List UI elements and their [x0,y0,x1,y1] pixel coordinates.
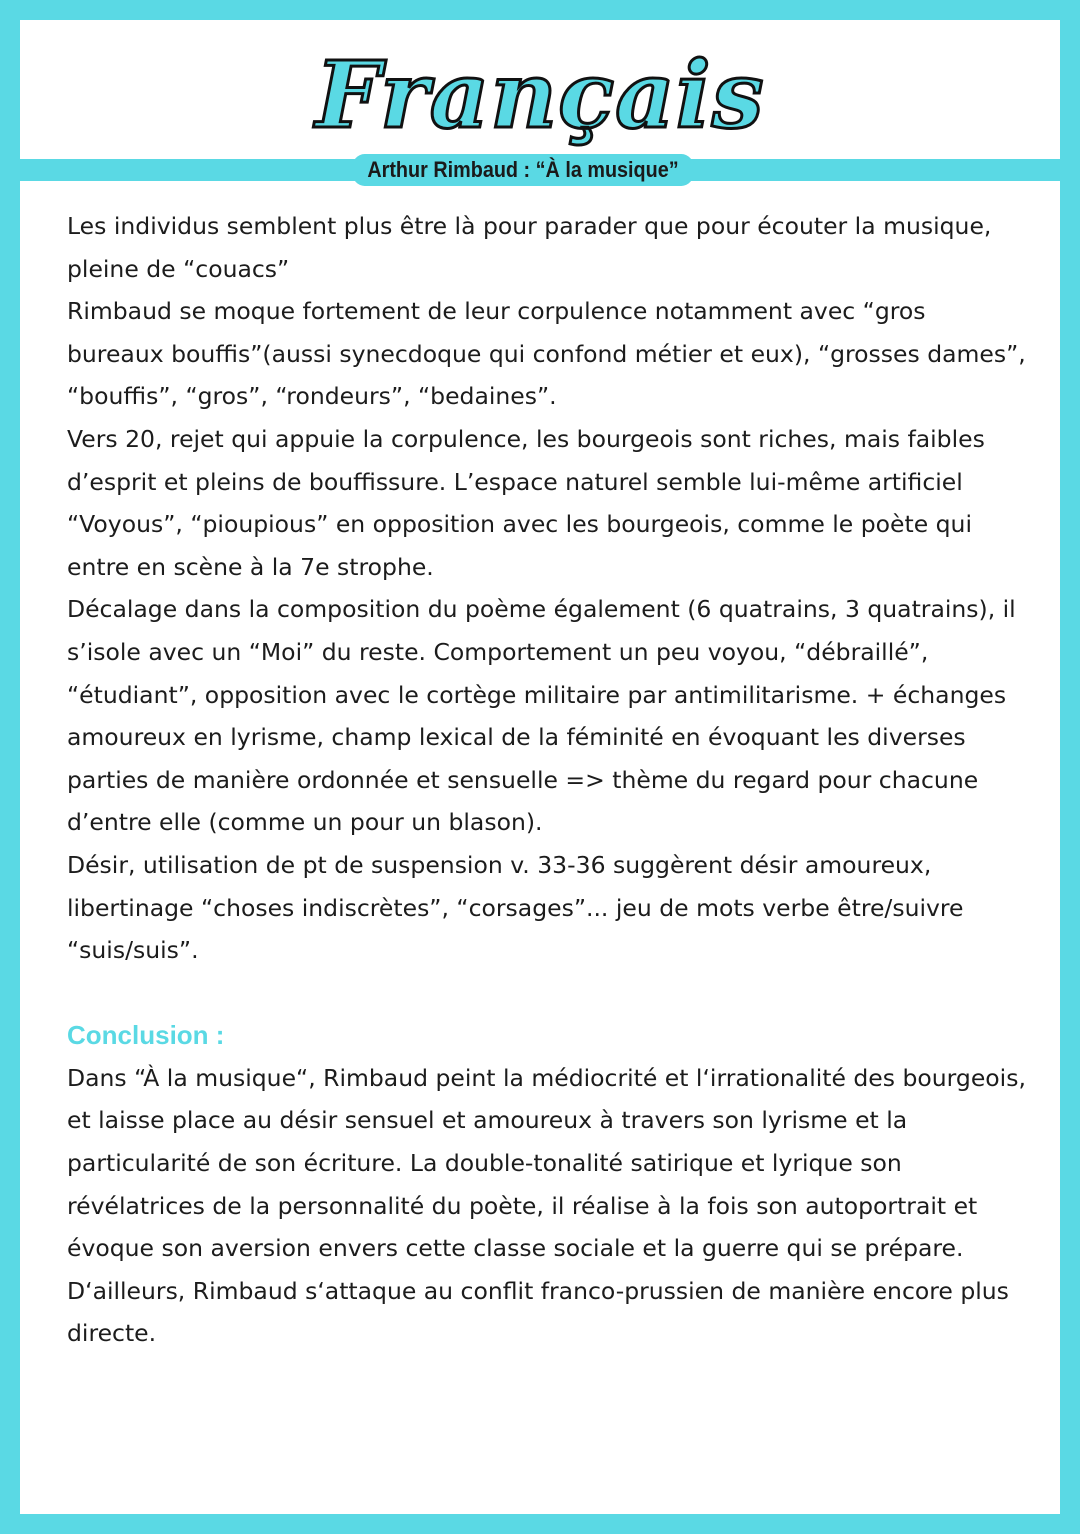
paragraph-1: Les individus semblent plus être là pour parader que pour écouter la musique, pleine de “couacs” [67,212,992,283]
paragraph-3: Vers 20, rejet qui appuie la corpulence, les bourgeois sont riches, mais faibles d’esprit et pleins de bouffissure. L’espace naturel semble lui-même artificiel “Voyous”, “pioupious” en opposition avec les bourgeois, comme le poète qui entre en scène à la 7e strophe. [67,424,985,581]
paragraph-4: Décalage dans la composition du poème également (6 quatrains, 3 quatrains), il s’isole avec un “Moi” du reste. Comportement un peu voyou, “débraillé”, “étudiant”, opposition avec le cortège militaire par antimilitarisme. + échanges amoureux en lyrisme, champ lexical de la féminité en évoquant les diverses parties de manière ordonnée et sensuelle => thème du regard pour chacune d’entre elle (comme un pour un blason). [67,595,1016,837]
document-body [67,205,1027,1355]
section-gap [67,972,1027,1015]
page-title: Français [315,41,765,149]
conclusion-text: Dans “À la musique“, Rimbaud peint la médiocrité et l‘irrationalité des bourgeois, et laisse place au désir sensuel et amoureux à travers son lyrisme et la particularité de son écriture. La double-tonalité satirique et lyrique son révélatrices de la personnalité du poète, il réalise à la fois son autoportrait et évoque son aversion envers cette classe sociale et la guerre qui se prépare. D‘ailleurs, Rimbaud s‘attaque au conflit franco-prussien de manière encore plus directe. [67,1063,1026,1348]
paragraph-5: Désir, utilisation de pt de suspension v. 33-36 suggèrent désir amoureux, libertinage “choses indiscrètes”, “corsages”... jeu de mots verbe être/suivre “suis/suis”. [67,850,964,965]
page-subtitle: Arthur Rimbaud : “À la musique” [352,154,694,186]
paragraph-2: Rimbaud se moque fortement de leur corpulence notamment avec “gros bureaux bouffis”(aussi synecdoque qui confond métier et eux), “grosses dames”, “bouffis”, “gros”, “rondeurs”, “bedaines”. [67,297,1026,411]
conclusion-heading: Conclusion : [67,1020,225,1051]
